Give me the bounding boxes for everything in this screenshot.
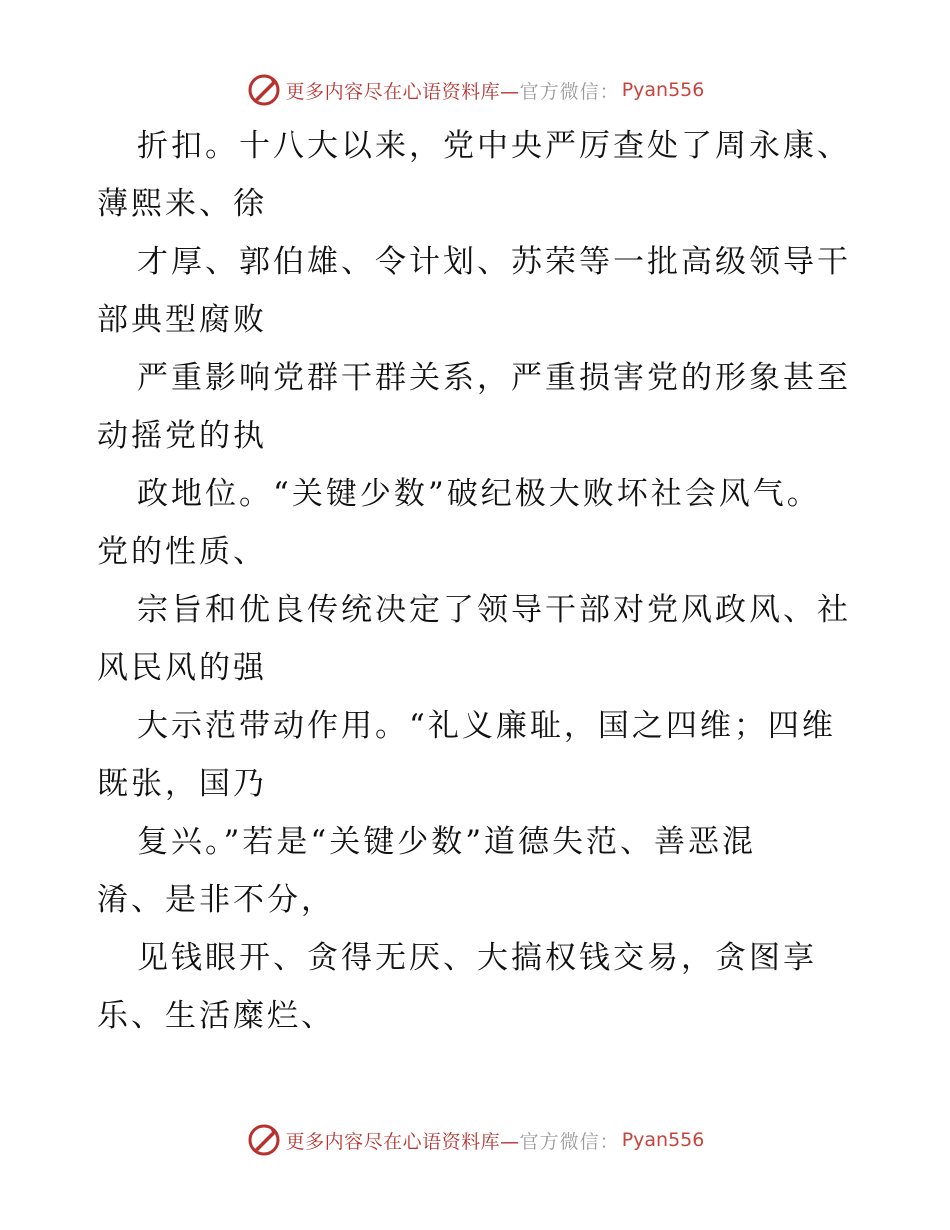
- paragraph-line: 淆、是非不分，: [97, 882, 335, 918]
- paragraph-line: 严重影响党群干群关系，严重损害党的形象甚至: [137, 360, 851, 396]
- watermark-wechat-id: Pyan556: [621, 1129, 705, 1151]
- paragraph-line: 大示范带动作用。“礼义廉耻，国之四维；四维: [137, 708, 836, 744]
- paragraph: [97, 697, 857, 813]
- watermark-wechat-label: 官方微信：: [519, 80, 620, 103]
- paragraph: [97, 465, 857, 581]
- watermark-text: 更多内容尽在心语资料库—: [285, 80, 520, 103]
- document-body: [97, 117, 857, 1045]
- paragraph: [97, 929, 857, 1045]
- paragraph: [97, 349, 857, 465]
- paragraph-line: 部典型腐败: [97, 302, 267, 338]
- paragraph-line: 动摇党的执: [97, 418, 267, 454]
- paragraph-line: 宗旨和优良传统决定了领导干部对党风政风、社: [137, 592, 851, 628]
- paragraph: [97, 233, 857, 349]
- paragraph: [97, 813, 857, 929]
- paragraph-line: 风民风的强: [97, 650, 267, 686]
- paragraph-line: 政地位。“关键少数”破纪极大败坏社会风气。: [137, 476, 821, 512]
- quill-pen-logo-icon: [246, 1122, 282, 1158]
- watermark-wechat-id: Pyan556: [621, 79, 705, 101]
- footer-watermark: [0, 1120, 950, 1160]
- paragraph-line: 薄熙来、徐: [97, 186, 267, 222]
- paragraph-line: 乐、生活糜烂、: [97, 998, 335, 1034]
- paragraph: [97, 581, 857, 697]
- watermark-text: 更多内容尽在心语资料库—: [285, 1130, 520, 1153]
- paragraph: [97, 117, 857, 233]
- quill-pen-logo-icon: [246, 72, 282, 108]
- paragraph-line: 复兴。”若是“关键少数”道德失范、善恶混: [137, 824, 757, 860]
- paragraph-line: 既张，国乃: [97, 766, 267, 802]
- paragraph-line: 见钱眼开、贪得无厌、大搞权钱交易，贪图享: [137, 940, 817, 976]
- watermark-wechat-label: 官方微信：: [519, 1130, 620, 1153]
- paragraph-line: 才厚、郭伯雄、令计划、苏荣等一批高级领导干: [137, 244, 851, 280]
- paragraph-line: 折扣。十八大以来，党中央严厉查处了周永康、: [137, 128, 851, 164]
- header-watermark: [0, 70, 950, 110]
- paragraph-line: 党的性质、: [97, 534, 267, 570]
